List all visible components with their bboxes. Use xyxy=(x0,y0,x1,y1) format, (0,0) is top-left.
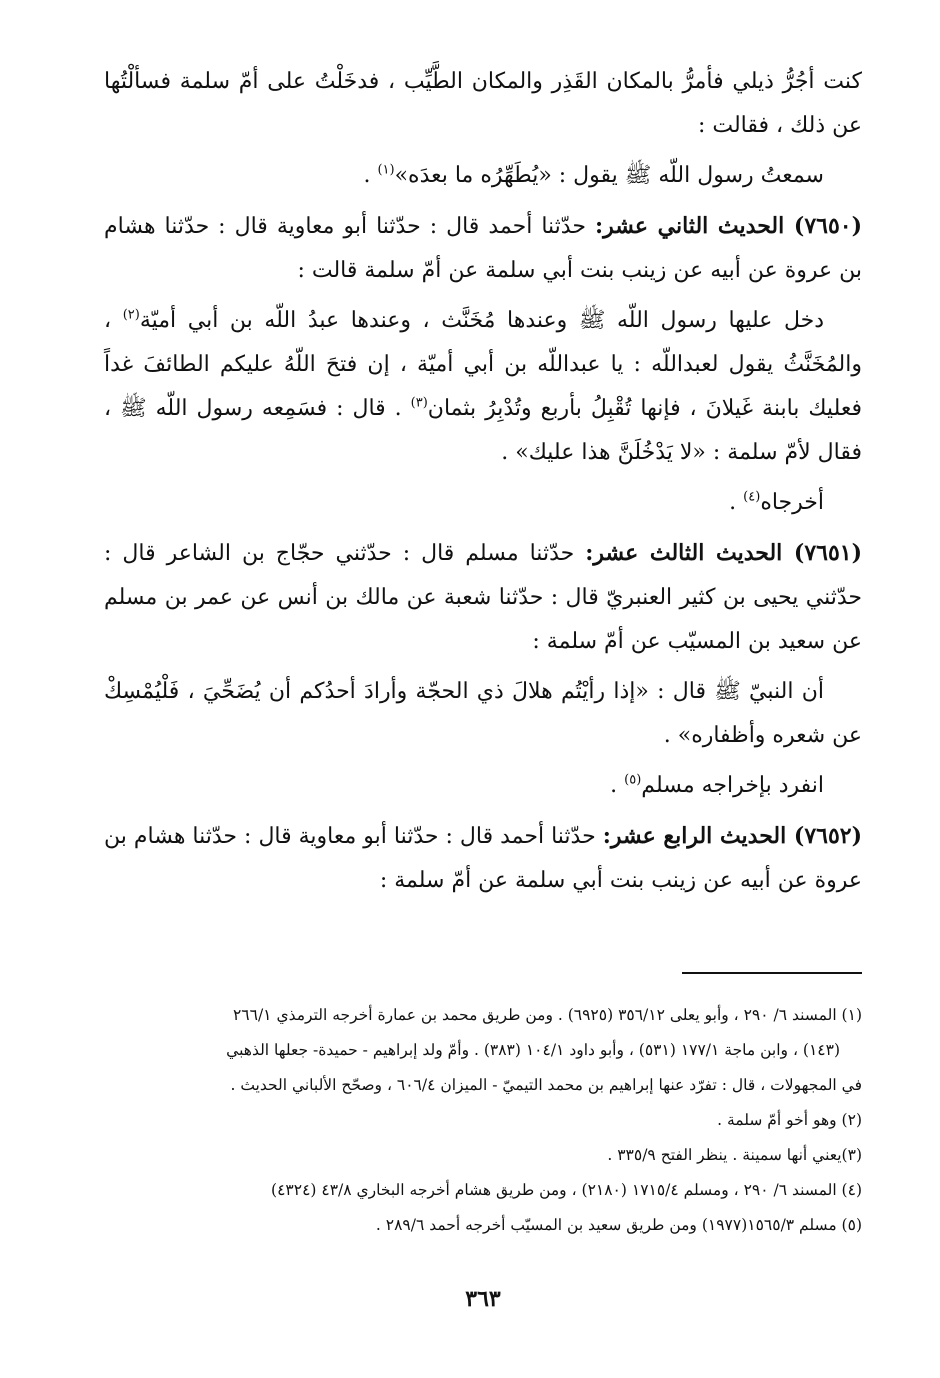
hadith-7652-isnad: حدّثنا أحمد قال : حدّثنا أبو معاوية قال : حدّثنا هشام بن عروة عن أبيه عن زينب بنت أبي سلمة عن أمّ سلمة : xyxy=(104,824,862,893)
p1-line-2: عن ذلك ، فقالت : xyxy=(697,113,862,138)
p2-text: سمعتُ رسول اللّه ﷺ يقول : «يُطَهِّرُه ما بعدَه» xyxy=(394,163,824,188)
hadith-7650-matn-3: . قال : فسَمِعه رسول اللّه ﷺ ، فقال لأمّ سلمة : «لا يَدْخُلَنَّ هذا عليك» . xyxy=(104,396,862,465)
hadith-7650-takhrij xyxy=(104,481,862,525)
hadith-7651-takhrij xyxy=(104,764,862,808)
main-text xyxy=(104,60,862,903)
hadith-7652-chain xyxy=(104,814,862,903)
hadith-7651-matn-text: أن النبيّ ﷺ قال : «إذا رأيْتُم هلالَ ذي الحجّة وأرادَ أحدُكم أن يُضَحِّيَ ، فَلْيُمْسِكْ عن شعره وأظفاره» . xyxy=(104,679,862,748)
hadith-7650-isnad: حدّثنا أحمد قال : حدّثنا أبو معاوية قال : حدّثنا هشام بن عروة عن أبيه عن زينب بنت أبي سلمة عن أمّ سلمة قالت : xyxy=(104,214,862,283)
footnote-ref-2[interactable]: (٢) xyxy=(122,307,140,323)
hadith-7650-chain xyxy=(104,204,862,293)
hadith-7650-heading: (٧٦٥٠) الحديث الثاني عشر: xyxy=(594,213,862,239)
hadith-7650-takhrij-end: . xyxy=(729,490,744,515)
footnote-divider xyxy=(682,972,862,974)
paragraph-1 xyxy=(104,60,862,148)
paragraph-2 xyxy=(104,154,862,198)
hadith-7651-takhrij-end: . xyxy=(610,773,625,798)
hadith-7652-heading: (٧٦٥٢) الحديث الرابع عشر: xyxy=(602,823,862,849)
footnotes xyxy=(104,998,862,1243)
hadith-7651-matn xyxy=(104,670,862,758)
footnote-ref-3[interactable]: (٣) xyxy=(410,395,428,411)
hadith-7650-takhrij-text: أخرجاه xyxy=(760,490,824,515)
p2-end: . xyxy=(363,163,378,188)
footnote-ref-1[interactable]: (١) xyxy=(377,162,395,178)
footnote-4: (٤) المسند ٦/ ٢٩٠ ، ومسلم ١٧١٥/٤ (٢١٨٠) ، ومن طريق هشام أخرجه البخاري ٤٣/٨ (٤٣٢٤) xyxy=(271,1181,862,1199)
hadith-7650-matn xyxy=(104,299,862,475)
footnote-5: (٥) مسلم ١٥٦٥/٣(١٩٧٧) ومن طريق سعيد بن المسيّب أخرجه أحمد ٢٨٩/٦ . xyxy=(375,1216,862,1234)
hadith-7651-takhrij-text: انفرد بإخراجه مسلم xyxy=(641,773,824,798)
hadith-7650-matn-2: ، والمُخَنَّثُ يقول لعبداللّه : يا عبداللّه بن أبي أميّة ، إن فتحَ اللّهُ عليكم الطائفَ غداً فعليك بابنة غَيلانَ ، فإنها تُقْبِلُ بأربع وتُدْبِرُ بثمان xyxy=(104,308,862,421)
p1-line-1: كنت أجُرُّ ذيلي فأمرُّ بالمكان القَذِر والمكان الطَّيِّب ، فدخَلْتُ على أمّ سلمة فسألْتُها xyxy=(104,69,862,94)
hadith-7651-heading: (٧٦٥١) الحديث الثالث عشر: xyxy=(585,540,862,566)
footnote-1-line-1: (١) المسند ٦/ ٢٩٠ ، وأبو يعلى ٣٥٦/١٢ (٦٩٢٥) . ومن طريق محمد بن عمارة أخرجه الترمذي ٢٦٦/١ xyxy=(232,1006,862,1024)
footnote-ref-5[interactable]: (٥) xyxy=(624,772,642,788)
hadith-7651-chain xyxy=(104,531,862,664)
footnote-3: (٣)يعني أنها سمينة . ينظر الفتح ٣٣٥/٩ . xyxy=(607,1146,862,1164)
page-number: ٣٦٣ xyxy=(465,1286,501,1312)
hadith-7650-matn-1: دخل عليها رسول اللّه ﷺ وعندها مُخَنَّث ، وعندها عبدُ اللّه بن أبي أميّة xyxy=(139,308,825,333)
footnote-1-line-2: (١٤٣) ، وابن ماجة ١٧٧/١ (٥٣١) ، وأبو داود ١٠٤/١ (٣٨٣) . وأمّ ولد إبراهيم - حميدة- جعلها الذهبي xyxy=(226,1041,840,1059)
footnote-ref-4[interactable]: (٤) xyxy=(743,489,761,505)
footnote-2: (٢) وهو أخو أمّ سلمة . xyxy=(717,1111,862,1129)
footnote-1-line-3: في المجهولات ، قال : تفرّد عنها إبراهيم بن محمد التيميّ - الميزان ٦٠٦/٤ ، وصحّح الألباني الحديث . xyxy=(230,1076,862,1094)
book-page xyxy=(104,60,862,1350)
hadith-7651-isnad: حدّثنا مسلم قال : حدّثني حجّاج بن الشاعر قال : حدّثني يحيى بن كثير العنبريّ قال : حدّثنا شعبة عن مالك بن أنس عن عمر بن مسلم عن سعيد بن المسيّب عن أمّ سلمة : xyxy=(104,541,862,654)
